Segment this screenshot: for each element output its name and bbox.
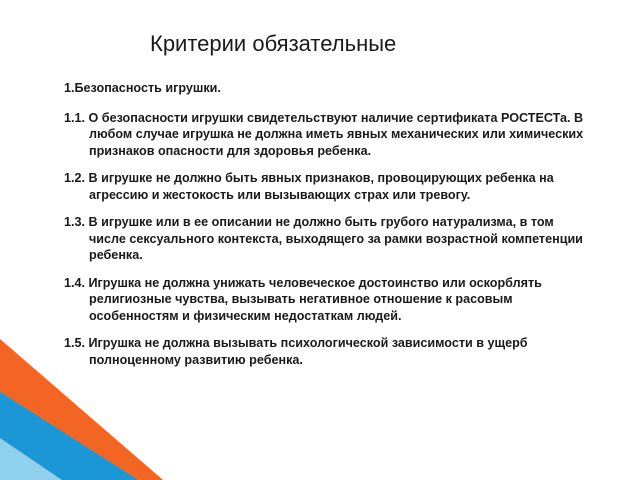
criteria-item-1-5: 1.5. Игрушка не должна вызывать психологической зависимости в ущерб полноценному развитию ребенка. <box>64 336 528 367</box>
criteria-item-1-2: 1.2. В игрушке не должно быть явных признаков, провоцирующих ребенка на агрессию и жестокость или вызывающих страх или тревогу. <box>64 171 554 202</box>
criteria-item-1-1: 1.1. О безопасности игрушки свидетельствуют наличие сертификата РОСТЕСТа. В любом случае игрушка не должна иметь явных механических или химических признаков опасности для здоровья ребенка. <box>64 110 584 158</box>
criteria-list <box>64 80 589 379</box>
criteria-item-1-4: 1.4. Игрушка не должна унижать человеческое достоинство или оскорблять религиозные чувства, вызывать негативное отношение к расовым особенностям и физическим недостаткам людей. <box>64 275 542 323</box>
slide-title: Критерии обязательные <box>150 31 397 56</box>
criteria-item-1-3: 1.3. В игрушке или в ее описании не должно быть грубого натурализма, в том числе сексуального контекста, выходящего за рамки возрастной компетенции ребенка. <box>64 215 583 262</box>
criteria-heading: 1.Безопасность игрушки. <box>64 81 221 95</box>
